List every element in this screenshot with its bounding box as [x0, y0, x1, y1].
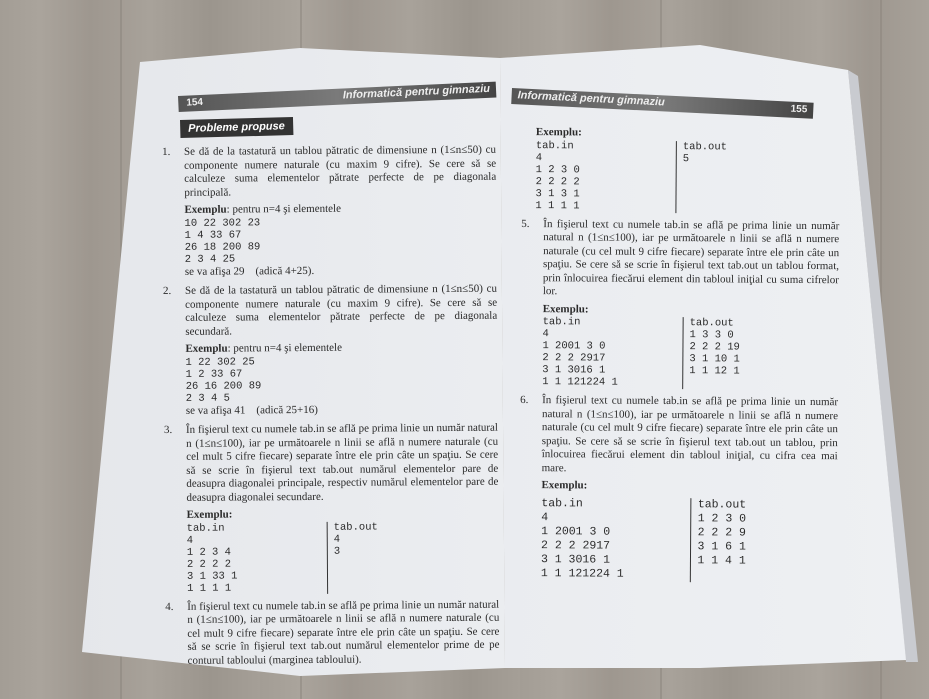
- file-line: 3 1 3016 1: [540, 552, 611, 567]
- file-line: 1 2 3 0: [697, 511, 747, 526]
- output-file: [327, 520, 474, 593]
- page-number: 155: [790, 103, 808, 116]
- file-line: 1 1 12 1: [689, 365, 740, 378]
- left-page-content: [162, 144, 500, 668]
- matrix-row: 2 3 4 25: [184, 252, 236, 266]
- example-intro: : pentru n=4 şi elementele: [227, 341, 342, 355]
- problem-text: În fişierul text cu numele tab.in se află pe prima linie un număr natural n (1≤n≤100), iar pe următoarele n linii se află n numere naturale (cu cel mult 9 cifre fiecare) separate între ele prin câte un spaţiu. Se cere să se scrie în fişierul text tab.out numărul elementelor prime de pe conturul tabloului (marginea tabloului).: [187, 598, 500, 667]
- file-line: 3: [333, 545, 341, 558]
- file-line: 1 3 3 0: [689, 329, 734, 342]
- book-title: Informatică pentru gimnaziu: [517, 89, 666, 109]
- file-label: tab.in: [535, 139, 574, 152]
- output-file: [682, 317, 829, 390]
- file-line: 3 1 6 1: [697, 539, 746, 554]
- file-line: 5: [682, 152, 690, 165]
- file-line: 1 2 3 4: [186, 546, 231, 559]
- problem-4-example: [535, 126, 840, 214]
- matrix-row: 1 22 302 25: [185, 355, 255, 369]
- file-line: 2 2 2 2917: [541, 538, 611, 553]
- problem-number: 3.: [163, 423, 173, 436]
- file-line: 4: [186, 534, 194, 547]
- matrix: [184, 215, 496, 265]
- problem-text: În fişierul text cu numele tab.in se află pe prima linie un număr natural n (1≤n≤100), iar pe următoarele n linii se află n numere naturale (cu cel mult 9 cifre fiecare) separate între ele prin câte un spaţiu. Se cere să se scrie în fişierul text tab.out un tablou format, prin înlocuirea fiecărui element din tabloul iniţial cu suma cifrelor lor.: [542, 217, 840, 298]
- example-intro: : pentru n=4 şi elementele: [226, 202, 342, 216]
- problem-number: 4.: [165, 600, 174, 613]
- example-result: se va afişa 41 (adică 25+16): [185, 403, 318, 417]
- matrix-row: 1 2 33 67: [185, 367, 243, 381]
- problem-text: În fişierul text cu numele tab.in se află pe prima linie un număr natural n (1≤n≤100), iar pe următoarele n linii se află n numere naturale (cu cel mult 5 cifre fiecare) separate între ele prin câte un spaţiu. Se cere să se scrie în fişierul text tab.out numărul elementelor pare de deasupra diagonalei principale, respectiv numărul elementelor pare de deasupra diagonalei secundare.: [185, 421, 499, 504]
- file-line: 1 1 121224 1: [540, 566, 624, 581]
- matrix-row: 2 3 4 5: [185, 392, 230, 405]
- file-label: tab.out: [689, 317, 734, 330]
- matrix-row: 26 18 200 89: [184, 240, 261, 254]
- example-label: Exemplu: [185, 342, 228, 355]
- file-line: 4: [541, 510, 549, 524]
- input-file: [535, 140, 675, 213]
- io-example: [535, 140, 839, 214]
- output-file: [675, 141, 822, 214]
- file-line: 3 1 3 1: [535, 187, 580, 200]
- right-page-content: [519, 126, 840, 583]
- example-label: Exemplu:: [535, 126, 582, 139]
- file-line: 3 1 33 1: [186, 569, 238, 583]
- example-label: Exemplu:: [186, 508, 233, 521]
- io-example: [541, 497, 838, 583]
- file-line: 3 1 10 1: [689, 353, 740, 366]
- section-title: Probleme propuse: [180, 117, 293, 138]
- problem-text: În fişierul text cu numele tab.in se află pe prima linie un număr natural n (1≤n≤100), iar pe următoarele n linii se află n numere naturale (cu cel mult 9 cifre fiecare) separate între ele prin câte un spaţiu. Se cere să se scrie în fişierul text tab.out un tablou, prin înlocuirea fiecărui element din tabloul iniţial, cu cifra cea mai mare.: [541, 394, 839, 474]
- file-line: 4: [542, 328, 549, 341]
- example-label: Exemplu:: [541, 479, 588, 492]
- file-line: 4: [333, 533, 341, 546]
- problem-6: [519, 394, 838, 583]
- page-number: 154: [186, 96, 204, 109]
- file-line: 1 1 121224 1: [542, 376, 618, 389]
- file-line: 2 2 2 2: [186, 558, 232, 571]
- matrix-row: 10 22 302 23: [184, 216, 261, 230]
- file-line: 1 2001 3 0: [541, 524, 611, 539]
- input-file: [187, 521, 327, 594]
- file-label: tab.out: [333, 521, 378, 534]
- problem-3: [164, 422, 499, 595]
- file-label: tab.out: [682, 140, 728, 153]
- file-line: 1 1 4 1: [697, 553, 746, 568]
- problem-number: 2.: [162, 284, 172, 297]
- problem-1: [162, 144, 497, 279]
- matrix-row: 26 16 200 89: [185, 379, 262, 393]
- matrix-row: 1 4 33 67: [184, 228, 242, 242]
- file-line: 4: [535, 151, 543, 164]
- matrix: [185, 354, 497, 404]
- problem-number: 6.: [520, 393, 529, 407]
- problem-number: 1.: [162, 145, 171, 158]
- file-line: 3 1 3016 1: [542, 364, 606, 377]
- problem-5-example: [542, 303, 839, 391]
- problem-text: Se dă de la tastatură un tablou pătratic de dimensiune n (1≤n≤50) cu componente numere naturale (cu maxim 9 cifre). Se cere să se calculeze suma elementelor pătrate perfecte de pe diagonala principală.: [183, 143, 497, 199]
- io-example: [542, 316, 838, 390]
- problem-4: [165, 598, 499, 668]
- input-file: [541, 497, 691, 582]
- file-label: tab.in: [541, 496, 583, 510]
- problem-2: [163, 283, 498, 418]
- file-line: 2 2 2 9: [697, 525, 747, 540]
- example-label: Exemplu:: [542, 302, 589, 315]
- problem-text: Se dă de la tastatură un tablou pătratic de dimensiune n (1≤n≤50) cu componente numere naturale (cu maxim 9 cifre). Se cere să se calculeze suma elementelor pătrate perfecte de pe diagonala secundară.: [184, 282, 498, 338]
- io-example: [187, 520, 499, 594]
- file-label: tab.in: [186, 522, 225, 535]
- file-line: 1 2 3 0: [535, 163, 580, 176]
- example-result: se va afişa 29 (adică 4+25).: [184, 264, 315, 278]
- output-file: [690, 498, 837, 583]
- file-label: tab.in: [542, 316, 581, 329]
- file-line: 2 2 2 2917: [542, 352, 606, 365]
- problem-5: [520, 217, 839, 390]
- file-line: 2 2 2 19: [689, 341, 740, 354]
- input-file: [542, 316, 682, 389]
- file-line: 1 1 1 1: [535, 199, 580, 212]
- file-line: 1 2001 3 0: [542, 340, 606, 353]
- file-line: 1 1 1 1: [187, 582, 232, 595]
- file-line: 2 2 2 2: [535, 175, 580, 188]
- file-label: tab.out: [697, 497, 747, 512]
- example-label: Exemplu: [184, 203, 227, 216]
- book-title: Informatică pentru gimnaziu: [342, 82, 491, 102]
- problem-number: 5.: [521, 217, 530, 230]
